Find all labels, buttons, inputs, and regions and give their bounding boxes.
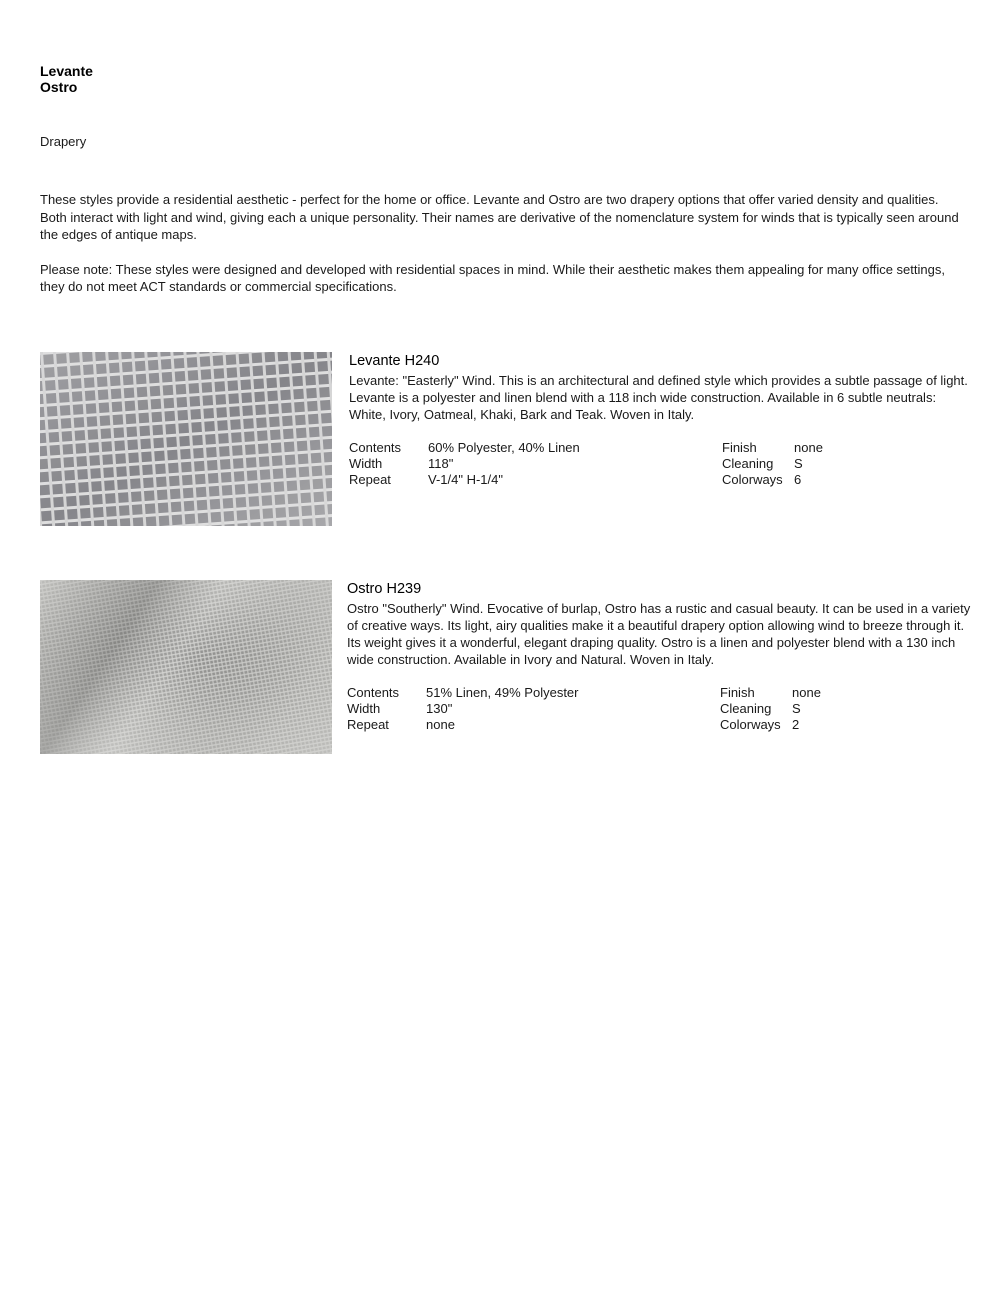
spec-column-right: [720, 685, 821, 733]
spec-label: Repeat: [347, 717, 389, 732]
spec-label: Contents: [347, 685, 400, 700]
spec-label: Repeat: [349, 472, 391, 487]
spec-value: 118": [428, 456, 454, 471]
note-paragraph: Please note: These styles were designed and developed with residential spaces in mind. While their aesthetic makes them appealing for many office settings, they do not meet ACT standards or commercial specifications.: [40, 261, 945, 294]
spec-row-finish: [720, 685, 821, 701]
spec-value: S: [794, 456, 803, 471]
spec-value: S: [792, 701, 801, 716]
levante-fabric-swatch: [40, 352, 332, 526]
product-name: Levante H240: [349, 353, 440, 369]
spec-label: Cleaning: [722, 456, 774, 471]
spec-row-width: [349, 456, 580, 472]
spec-value: V-1/4" H-1/4": [428, 472, 503, 487]
title-line-levante: Levante: [40, 63, 93, 79]
ostro-details: [347, 580, 977, 737]
spec-row-contents: [349, 440, 580, 456]
spec-column-left: [347, 685, 578, 733]
spec-row-colorways: [722, 472, 823, 488]
levante-grid-weave-image: [40, 352, 332, 526]
product-description: Levante: "Easterly" Wind. This is an architectural and defined style which provides a subtle passage of light. Levante is a polyester and linen blend with a 118 inch wide construction. Available in 6 subtle neutrals: White, Ivory, Oatmeal, Khaki, Bark and Teak. Woven in Italy.: [349, 373, 968, 422]
spec-value: 51% Linen, 49% Polyester: [426, 685, 579, 700]
spec-value: 6: [794, 472, 802, 487]
spec-label: Contents: [349, 440, 402, 455]
spec-row-repeat: [349, 472, 580, 488]
spec-label: Finish: [720, 685, 755, 700]
spec-label: Cleaning: [720, 701, 772, 716]
spec-value: none: [426, 717, 455, 732]
levante-details: [349, 352, 974, 492]
spec-row-contents: [347, 685, 578, 701]
spec-label: Width: [349, 456, 383, 471]
intro-text: [40, 191, 965, 313]
spec-column-left: [349, 440, 580, 488]
spec-table: [349, 440, 974, 492]
spec-row-finish: [722, 440, 823, 456]
ostro-burlap-weave-image: [40, 580, 332, 754]
page-title: [40, 63, 93, 95]
spec-label: Finish: [722, 440, 757, 455]
spec-value: 130": [426, 701, 453, 716]
spec-label: Width: [347, 701, 381, 716]
intro-paragraph: These styles provide a residential aesthetic - perfect for the home or office. Levante and Ostro are two drapery options that offer varied density and qualities. Both interact with light and wind, giving each a unique personality. Their names are derivative of the nomenclature system for winds that is typically seen around the edges of antique maps.: [40, 192, 959, 242]
spec-row-cleaning: [722, 456, 823, 472]
spec-table: [347, 685, 977, 737]
spec-column-right: [722, 440, 823, 488]
spec-row-cleaning: [720, 701, 821, 717]
spec-row-colorways: [720, 717, 821, 733]
spec-value: none: [792, 685, 821, 700]
spec-label: Colorways: [722, 472, 783, 487]
spec-label: Colorways: [720, 717, 781, 732]
spec-value: none: [794, 440, 823, 455]
spec-value: 60% Polyester, 40% Linen: [428, 440, 580, 455]
category-label: Drapery: [40, 134, 87, 149]
spec-value: 2: [792, 717, 800, 732]
spec-row-repeat: [347, 717, 578, 733]
title-line-ostro: Ostro: [40, 79, 78, 95]
spec-row-width: [347, 701, 578, 717]
ostro-fabric-swatch: [40, 580, 332, 754]
product-description: Ostro "Southerly" Wind. Evocative of burlap, Ostro has a rustic and casual beauty. It can be used in a variety of creative ways. Its light, airy qualities make it a beautiful drapery option allowing wind to breeze through it. Its weight gives it a wonderful, elegant draping quality. Ostro is a linen and polyester blend with a 130 inch wide construction. Available in Ivory and Natural. Woven in Italy.: [347, 601, 971, 667]
product-name: Ostro H239: [347, 581, 422, 597]
